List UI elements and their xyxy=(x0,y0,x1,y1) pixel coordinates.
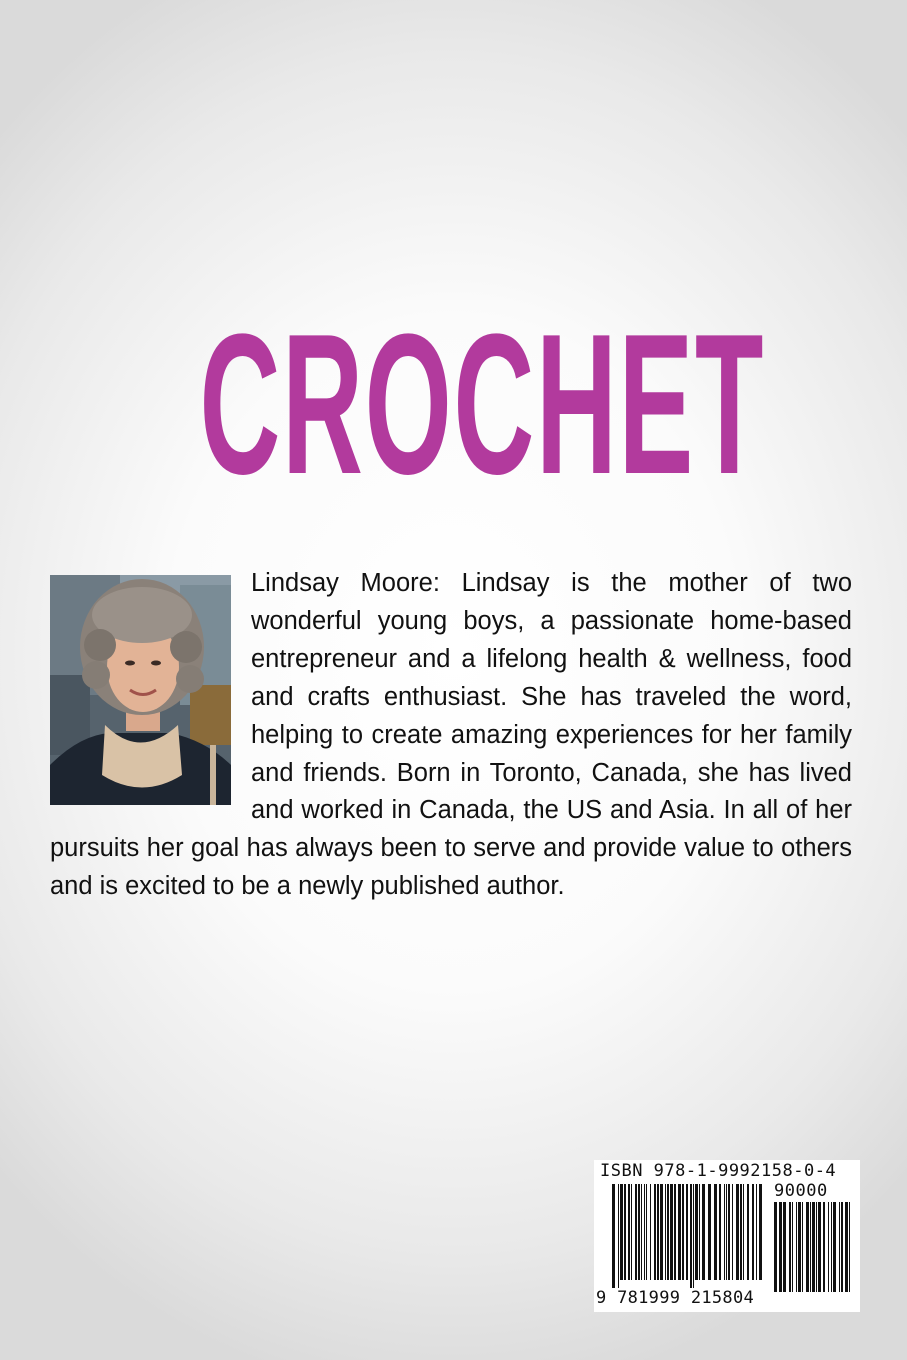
isbn-label: ISBN 978-1-9992158-0-4 xyxy=(600,1161,837,1181)
author-bio-block xyxy=(50,565,852,906)
ean-barcode-bars xyxy=(612,1184,762,1288)
book-title: CROCHET xyxy=(199,293,766,516)
isbn-barcode xyxy=(594,1160,860,1312)
price-addon-label: 90000 xyxy=(774,1181,828,1201)
author-photo xyxy=(50,575,231,805)
author-bio-text: Lindsay Moore: Lindsay is the mother of two wonderful young boys, a passionate home-based entrepreneur and a lifelong health & wellness, food and crafts enthusiast. She has traveled the word, helping to create amazing experiences for her family and friends. Born in Toronto, Canada, she has lived and worked in Canada, the US and Asia. In all of her pursuits her goal has always been to serve and provide value to others and is excited to be a newly published author. xyxy=(50,569,852,901)
ean-digits: 9 781999 215804 xyxy=(596,1288,755,1308)
addon-barcode-bars xyxy=(774,1202,850,1300)
